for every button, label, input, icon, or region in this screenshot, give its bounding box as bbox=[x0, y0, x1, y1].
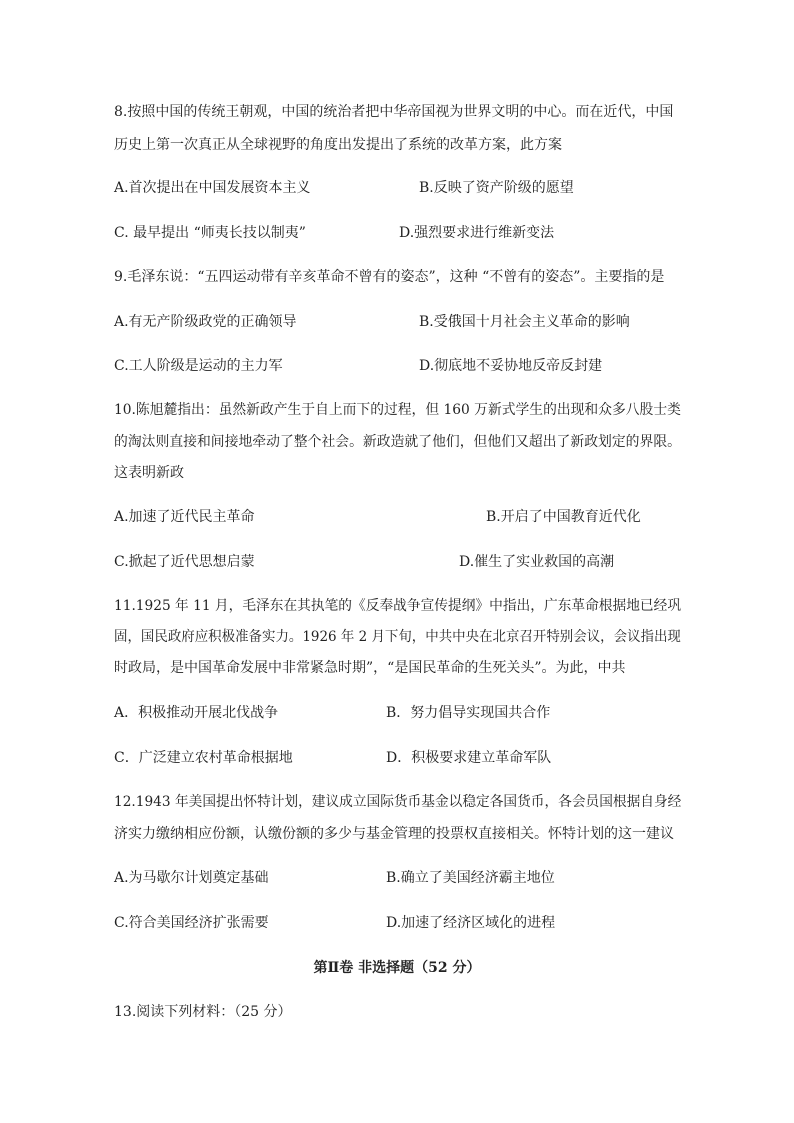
q12-stem-line-2: 济实力缴纳相应份额，认缴份额的多少与基金管理的投票权直接相关。怀特计划的这一建议 bbox=[114, 826, 674, 842]
q9-option-c: C.工人阶级是运动的主力军 bbox=[114, 358, 283, 374]
section-2-title: 第Ⅱ卷 非选择题（52 分） bbox=[313, 960, 481, 976]
q11-option-b: B．努力倡导实现国共合作 bbox=[386, 705, 551, 721]
q11-option-a: A．积极推动开展北伐战争 bbox=[114, 705, 279, 721]
q11-stem-line-3: 时政局，是中国革命发展中非常紧急时期”，“是国民革命的生死关头”。为此，中共 bbox=[114, 660, 626, 676]
q11-option-c: C．广泛建立农村革命根据地 bbox=[114, 750, 293, 766]
q12-stem-line-1: 12.1943 年美国提出怀特计划，建议成立国际货币基金以稳定各国货币，各会员国根据自身经 bbox=[114, 794, 682, 810]
q9-option-d: D.彻底地不妥协地反帝反封建 bbox=[419, 358, 603, 374]
q8-stem-line-2: 历史上第一次真正从全球视野的角度出发提出了系统的改革方案，此方案 bbox=[114, 137, 562, 153]
q13-stem-line-1: 13.阅读下列材料：（25 分） bbox=[114, 1004, 292, 1020]
q9-stem-line-1: 9.毛泽东说：“五四运动带有辛亥革命不曾有的姿态”，这种 “不曾有的姿态”。主要指的是 bbox=[114, 269, 665, 285]
q12-option-d: D.加速了经济区域化的进程 bbox=[386, 915, 556, 931]
q9-option-a: A.有无产阶级政党的正确领导 bbox=[114, 314, 297, 330]
q8-option-c: C. 最早提出 “师夷长技以制夷” bbox=[114, 225, 306, 241]
q10-option-a: A.加速了近代民主革命 bbox=[114, 509, 255, 525]
q8-stem-line-1: 8.按照中国的传统王朝观，中国的统治者把中华帝国视为世界文明的中心。而在近代，中国 bbox=[114, 104, 674, 120]
q8-option-a: A.首次提出在中国发展资本主义 bbox=[114, 180, 311, 196]
q11-stem-line-2: 固，国民政府应积极准备实力。1926 年 2 月下旬，中共中央在北京召开特别会议，会议指出现 bbox=[114, 629, 681, 645]
q10-option-d: D.催生了实业救国的高潮 bbox=[459, 554, 615, 570]
q12-option-b: B.确立了美国经济霸主地位 bbox=[386, 870, 555, 886]
q12-option-a: A.为马歇尔计划奠定基础 bbox=[114, 870, 269, 886]
q10-stem-line-2: 的淘汰则直接和间接地牵动了整个社会。新政造就了他们，但他们又超出了新政划定的界限。 bbox=[114, 434, 681, 450]
q10-stem-line-3: 这表明新政 bbox=[114, 465, 184, 481]
q8-option-d: D.强烈要求进行维新变法 bbox=[399, 225, 555, 241]
q11-option-d: D．积极要求建立革命军队 bbox=[386, 750, 552, 766]
q10-option-c: C.掀起了近代思想启蒙 bbox=[114, 554, 255, 570]
q10-option-b: B.开启了中国教育近代化 bbox=[486, 509, 641, 525]
q10-stem-line-1: 10.陈旭麓指出：虽然新政产生于自上而下的过程，但 160 万新式学生的出现和众多八股士类 bbox=[114, 402, 681, 418]
q9-option-b: B.受俄国十月社会主义革命的影响 bbox=[419, 314, 630, 330]
q12-option-c: C.符合美国经济扩张需要 bbox=[114, 915, 269, 931]
q11-stem-line-1: 11.1925 年 11 月，毛泽东在其执笔的《反奉战争宣传提纲》中指出，广东革命根据地已经巩 bbox=[114, 598, 682, 614]
q8-option-b: B.反映了资产阶级的愿望 bbox=[419, 180, 574, 196]
